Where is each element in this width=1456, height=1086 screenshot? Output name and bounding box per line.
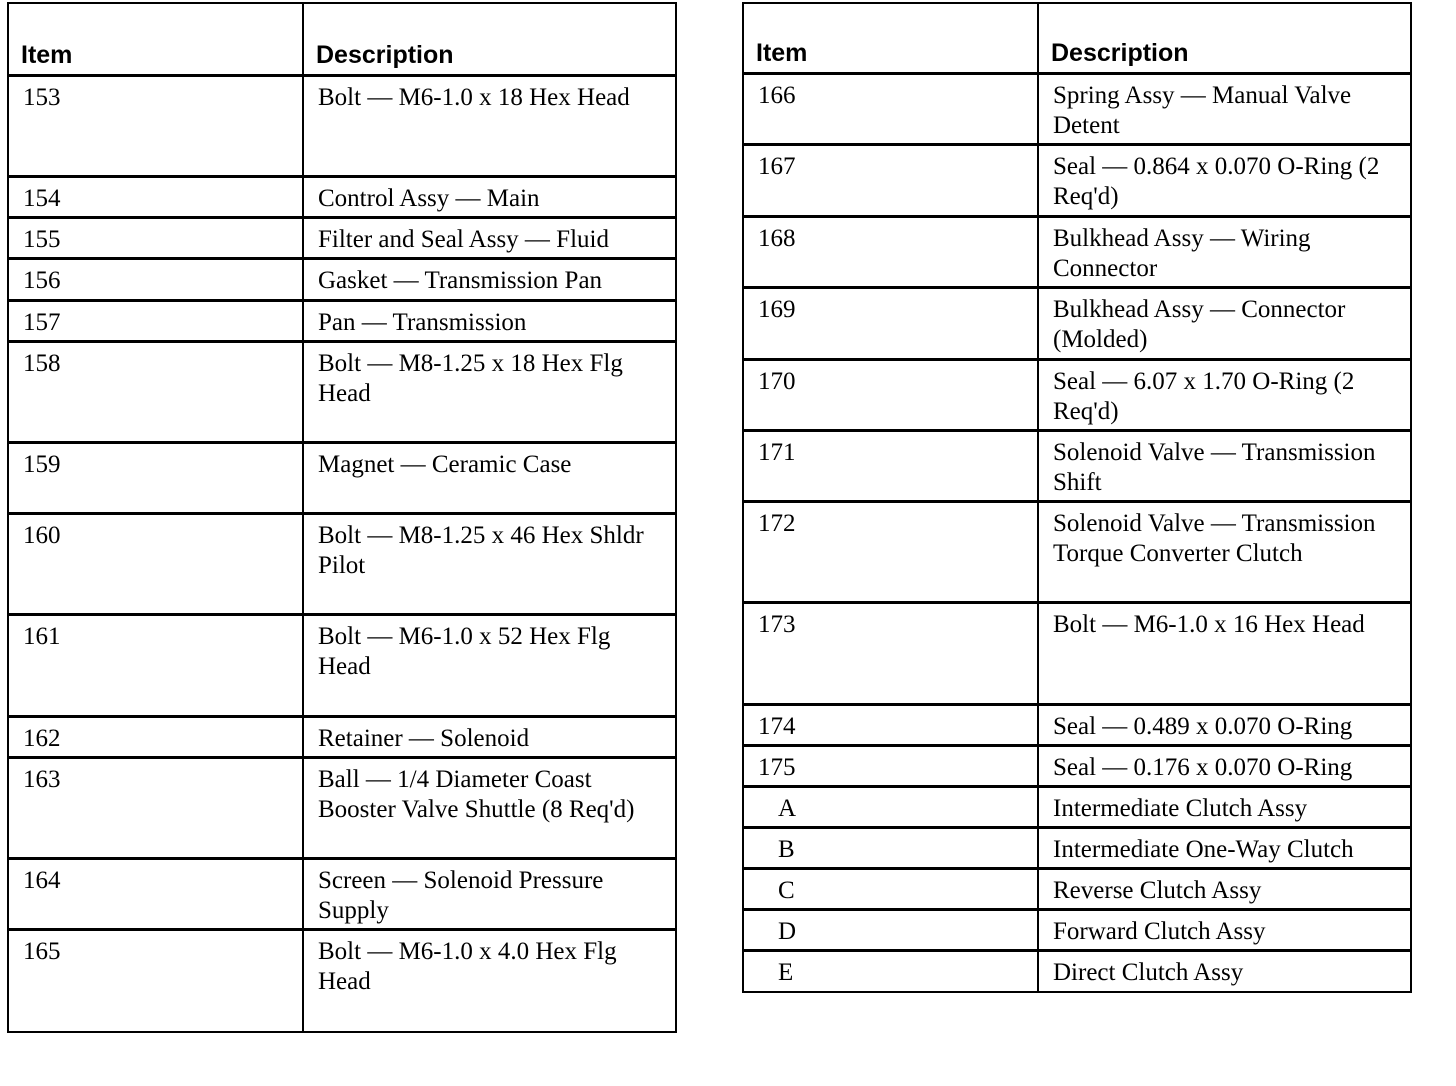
item-number: 166 (743, 74, 1038, 145)
item-number: 165 (8, 930, 303, 1032)
item-description: Control Assy — Main (303, 177, 676, 218)
table-row (8, 717, 676, 758)
item-number: 167 (743, 145, 1038, 217)
item-description: Bolt — M6-1.0 x 18 Hex Head (303, 76, 676, 177)
item-number: 154 (8, 177, 303, 218)
item-description: Gasket — Transmission Pan (303, 259, 676, 301)
parts-table-right (742, 2, 1412, 993)
item-number: 175 (743, 746, 1038, 787)
table-row (8, 758, 676, 859)
item-number: B (743, 828, 1038, 869)
item-number: 169 (743, 288, 1038, 360)
table-row (8, 443, 676, 514)
header-item: Item (743, 3, 1038, 74)
table-row (743, 951, 1411, 992)
item-number: C (743, 869, 1038, 910)
item-description: Magnet — Ceramic Case (303, 443, 676, 514)
item-number: A (743, 787, 1038, 828)
table-row (743, 705, 1411, 746)
item-number: 173 (743, 603, 1038, 705)
item-number: 171 (743, 431, 1038, 502)
table-row (743, 603, 1411, 705)
item-description: Direct Clutch Assy (1038, 951, 1411, 992)
table-row (8, 615, 676, 717)
table-row (743, 746, 1411, 787)
item-description: Filter and Seal Assy — Fluid (303, 218, 676, 259)
table-row (743, 145, 1411, 217)
table-row (8, 218, 676, 259)
item-number: 168 (743, 217, 1038, 288)
table-row (743, 74, 1411, 145)
item-number: 172 (743, 502, 1038, 603)
item-description: Seal — 6.07 x 1.70 O-Ring (2 Req'd) (1038, 360, 1411, 431)
item-description: Bulkhead Assy — Connector (Molded) (1038, 288, 1411, 360)
table-row (743, 217, 1411, 288)
item-description: Intermediate One-Way Clutch (1038, 828, 1411, 869)
item-number: 174 (743, 705, 1038, 746)
item-number: 153 (8, 76, 303, 177)
item-number: 161 (8, 615, 303, 717)
item-description: Solenoid Valve — Transmission Shift (1038, 431, 1411, 502)
item-description: Screen — Solenoid Pressure Supply (303, 859, 676, 930)
right-table-body (743, 74, 1411, 992)
item-description: Pan — Transmission (303, 301, 676, 342)
item-number: 155 (8, 218, 303, 259)
item-number: 164 (8, 859, 303, 930)
item-number: 156 (8, 259, 303, 301)
table-row (743, 869, 1411, 910)
item-description: Bolt — M6-1.0 x 52 Hex Flg Head (303, 615, 676, 717)
table-row (743, 431, 1411, 502)
item-number: 170 (743, 360, 1038, 431)
item-description: Seal — 0.489 x 0.070 O-Ring (1038, 705, 1411, 746)
item-description: Bolt — M6-1.0 x 16 Hex Head (1038, 603, 1411, 705)
table-row (743, 360, 1411, 431)
table-row (8, 859, 676, 930)
item-description: Reverse Clutch Assy (1038, 869, 1411, 910)
table-row (743, 910, 1411, 951)
table-row (743, 288, 1411, 360)
table-row (743, 828, 1411, 869)
item-number: 163 (8, 758, 303, 859)
item-description: Bulkhead Assy — Wiring Connector (1038, 217, 1411, 288)
table-row (8, 930, 676, 1032)
item-description: Bolt — M8-1.25 x 46 Hex Shldr Pilot (303, 514, 676, 615)
table-row (743, 502, 1411, 603)
item-number: 158 (8, 342, 303, 443)
table-row (8, 301, 676, 342)
header-description: Description (303, 3, 676, 76)
table-row (8, 259, 676, 301)
item-number: 159 (8, 443, 303, 514)
item-description: Bolt — M8-1.25 x 18 Hex Flg Head (303, 342, 676, 443)
left-table-body (8, 76, 676, 1032)
item-description: Seal — 0.864 x 0.070 O-Ring (2 Req'd) (1038, 145, 1411, 217)
item-number: D (743, 910, 1038, 951)
item-description: Solenoid Valve — Transmission Torque Converter Clutch (1038, 502, 1411, 603)
item-description: Bolt — M6-1.0 x 4.0 Hex Flg Head (303, 930, 676, 1032)
item-description: Spring Assy — Manual Valve Detent (1038, 74, 1411, 145)
item-description: Intermediate Clutch Assy (1038, 787, 1411, 828)
header-item: Item (8, 3, 303, 76)
table-row (8, 514, 676, 615)
header-description: Description (1038, 3, 1411, 74)
item-description: Ball — 1/4 Diameter Coast Booster Valve Shuttle (8 Req'd) (303, 758, 676, 859)
item-description: Seal — 0.176 x 0.070 O-Ring (1038, 746, 1411, 787)
table-row (743, 787, 1411, 828)
item-description: Retainer — Solenoid (303, 717, 676, 758)
table-row (8, 76, 676, 177)
item-description: Forward Clutch Assy (1038, 910, 1411, 951)
item-number: 162 (8, 717, 303, 758)
item-number: E (743, 951, 1038, 992)
table-row (8, 342, 676, 443)
table-row (8, 177, 676, 218)
item-number: 160 (8, 514, 303, 615)
parts-table-left (7, 2, 677, 1033)
item-number: 157 (8, 301, 303, 342)
